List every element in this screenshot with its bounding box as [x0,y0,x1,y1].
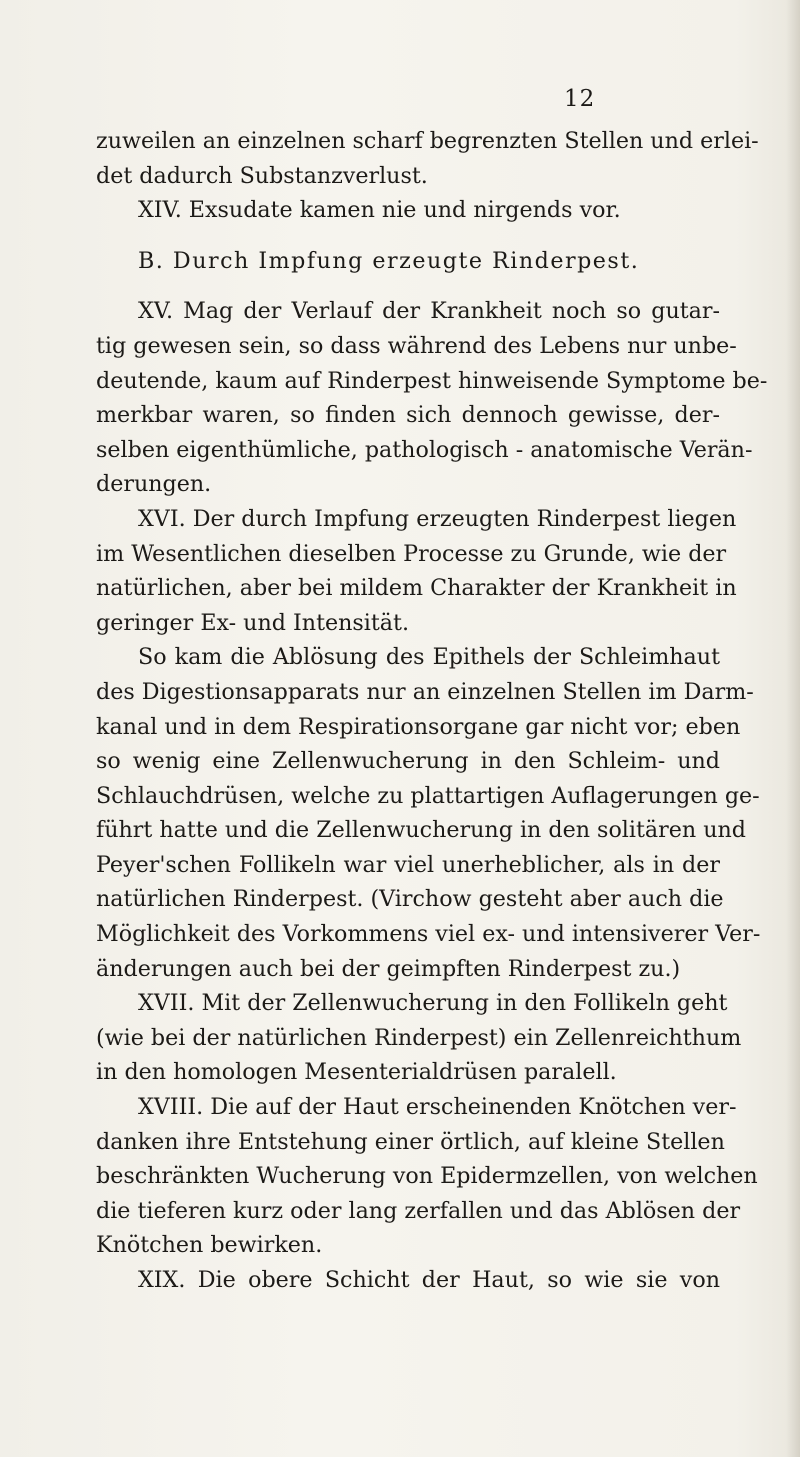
section-heading: B. Durch Impfung erzeugte Rinderpest. [138,247,640,274]
text-line: geringer Ex- und Intensität. [96,609,410,636]
body-text [96,124,768,1298]
text-line: selben eigenthümliche, pathologisch - anatomische Verän- [96,436,753,463]
text-line: in den homologen Mesenterialdrüsen paralell. [96,1059,617,1086]
text-line: tig gewesen sein, so dass während des Lebens nur unbe- [96,332,737,359]
text-line: XVI. Der durch Impfung erzeugten Rinderpest liegen [138,505,737,532]
text-line: zuweilen an einzelnen scharf begrenzten Stellen und erlei- [96,128,759,154]
text-line: So kam die Ablösung des Epithels der Schleimhaut [138,644,720,671]
text-line: kanal und in dem Respirationsorgane gar nicht vor; eben [96,713,741,740]
text-line: Möglichkeit des Vorkommens viel ex- und intensiverer Ver- [96,921,761,948]
text-line: die tieferen kurz oder lang zerfallen und das Ablösen der [96,1197,741,1224]
text-line: danken ihre Entstehung einer örtlich, auf kleine Stellen [96,1128,725,1155]
text-line: Peyer'schen Follikeln war viel unerheblicher, als in der [96,851,720,878]
text-line: beschränkten Wucherung von Epidermzellen, von welchen [96,1163,758,1190]
text-line: führt hatte und die Zellenwucherung in den solitären und [96,817,747,844]
page-number: 12 [564,86,596,112]
text-line: derungen. [96,471,212,498]
text-line: (wie bei der natürlichen Rinderpest) ein Zellenreichthum [96,1024,742,1051]
page-edge-shadow [786,0,800,1457]
text-line: natürlichen Rinderpest. (Virchow gesteht aber auch die [96,886,724,913]
text-line: im Wesentlichen dieselben Processe zu Grunde, wie der [96,540,727,567]
text-line: deutende, kaum auf Rinderpest hinweisende Symptome be- [96,367,768,394]
text-line: änderungen auch bei der geimpften Rinderpest zu.) [96,955,681,982]
text-line: Knötchen bewirken. [96,1232,323,1259]
text-line: des Digestionsapparats nur an einzelnen Stellen im Darm- [96,678,754,705]
text-line: XVII. Mit der Zellenwucherung in den Follikeln geht [138,990,728,1017]
text-line: XIV. Exsudate kamen nie und nirgends vor. [138,197,621,224]
text-line: Schlauchdrüsen, welche zu plattartigen Auflagerungen ge- [96,782,760,809]
text-line: XV. Mag der Verlauf der Krankheit noch so gutar- [138,298,720,325]
text-line: XVIII. Die auf der Haut erscheinenden Knötchen ver- [138,1094,737,1121]
text-line: so wenig eine Zellenwucherung in den Schleim- und [96,748,720,775]
text-line: det dadurch Substanzverlust. [96,162,428,189]
text-line: natürlichen, aber bei mildem Charakter der Krankheit in [96,575,737,602]
text-line: merkbar waren, so finden sich dennoch gewisse, der- [96,402,720,429]
text-line: XIX. Die obere Schicht der Haut, so wie sie von [138,1267,720,1293]
